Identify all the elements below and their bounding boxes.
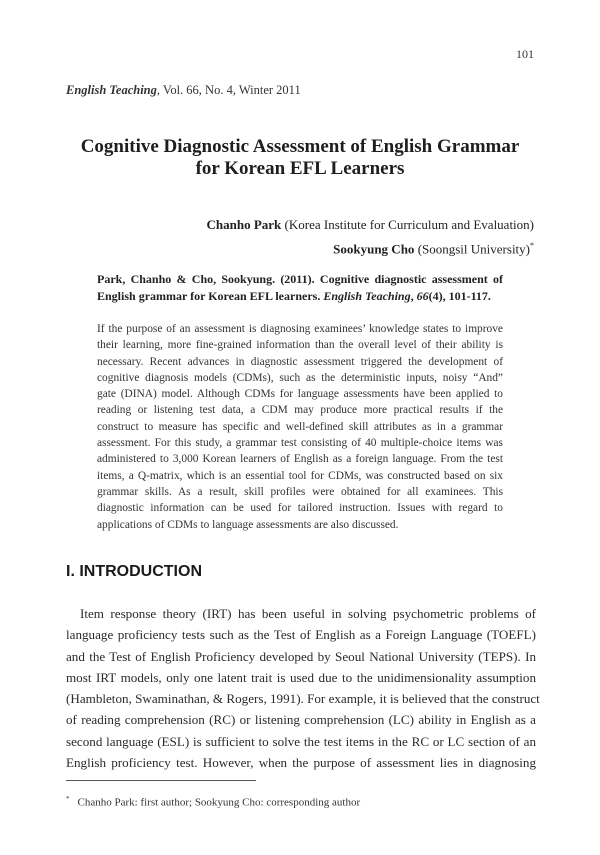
footnote-mark: * bbox=[66, 795, 70, 803]
author-2-name: Sookyung Cho bbox=[333, 241, 415, 257]
body-line: and the Test of English Proficiency developed by Seoul National University (TEPS). In bbox=[66, 648, 536, 664]
abstract-line: applications of CDMs to language assessments are also discussed. bbox=[97, 518, 399, 531]
title-line-1: Cognitive Diagnostic Assessment of English Grammar bbox=[80, 136, 520, 157]
page-number: 101 bbox=[516, 47, 534, 61]
title-line-2: for Korean EFL Learners bbox=[195, 158, 405, 179]
journal-details: , Vol. 66, No. 4, Winter 2011 bbox=[156, 83, 301, 97]
abstract-line: gate (DINA) model. Although CDMs for language assessments have been applied to bbox=[97, 388, 503, 401]
abstract-line: necessary. Recent advances in diagnostic assessment triggered the development of bbox=[97, 355, 503, 368]
footnote-text: Chanho Park: first author; Sookyung Cho: corresponding author bbox=[77, 796, 361, 809]
abstract-line: construct to measure has specific and well-defined skill attributes as in a grammar bbox=[97, 420, 503, 433]
abstract-line: diagnostic information can be used for tailored instruction. Issues with regard to bbox=[97, 502, 503, 515]
section-heading: I. INTRODUCTION bbox=[66, 563, 202, 580]
body-line: of reading comprehension (RC) or listening comprehension (LC) ability in English as a bbox=[66, 712, 536, 728]
abstract-line: If the purpose of an assessment is diagnosing examinees’ knowledge states to improve bbox=[97, 323, 503, 335]
citation bbox=[97, 271, 503, 305]
citation-issue-pages: (4), 101-117. bbox=[428, 289, 491, 303]
abstract-line: assessment. For this study, a grammar test consisting of 40 multiple-choice items was bbox=[97, 437, 503, 450]
abstract-line: grammar skills. As a result, skill profiles were obtained for all examinees. This bbox=[97, 485, 503, 498]
abstract bbox=[97, 321, 503, 533]
citation-line-1: Park, Chanho & Cho, Sookyung. (2011). Cognitive diagnostic assessment of bbox=[97, 272, 503, 286]
paper-title bbox=[40, 136, 560, 180]
author-2-footnote-mark: * bbox=[530, 241, 534, 250]
author-1-name: Chanho Park bbox=[206, 217, 282, 232]
body-text bbox=[66, 603, 540, 773]
author-2 bbox=[207, 235, 534, 259]
citation-volume: 66 bbox=[416, 289, 429, 303]
journal-line bbox=[66, 83, 301, 98]
body-line: English proficiency test. However, when the purpose of assessment lies in diagnosing bbox=[66, 755, 536, 771]
abstract-line: their learning, more fine-grained information than the overall level of their ability is bbox=[97, 339, 503, 352]
body-line: second language (ESL) is sufficient to solve the test items in the RC or LC section of an bbox=[66, 733, 536, 749]
body-line: (Hambleton, Swaminathan, & Rogers, 1991). For example, it is believed that the construct bbox=[66, 691, 540, 707]
citation-journal: English Teaching bbox=[323, 289, 411, 303]
abstract-line: reading or listening test data, a CDM may produce more practical results if the bbox=[97, 404, 503, 417]
body-line: language proficiency tests such as the Test of English as a Foreign Language (TOEFL) bbox=[66, 627, 536, 643]
body-line: Item response theory (IRT) has been useful in solving psychometric problems of bbox=[80, 606, 536, 621]
author-2-affiliation: (Soongsil University) bbox=[414, 241, 530, 257]
author-block bbox=[207, 214, 534, 259]
author-1 bbox=[207, 214, 534, 235]
citation-line-2 bbox=[97, 288, 503, 305]
abstract-line: administered to 3,000 Korean learners of English as a foreign language. From the test bbox=[97, 453, 503, 466]
body-line: most IRT models, only one latent trait is used due to the unidimensionality assumption bbox=[66, 669, 536, 685]
citation-title-part: English grammar for Korean EFL learners. bbox=[97, 289, 324, 303]
abstract-line: cognitive diagnosis models (CDMs), such as the deterministic inputs, noisy “And” bbox=[97, 371, 503, 384]
author-1-affiliation: (Korea Institute for Curriculum and Evaluation) bbox=[281, 217, 534, 232]
footnote bbox=[66, 795, 360, 809]
abstract-line: items, a Q-matrix, which is an essential tool for CDMs, was constructed based on six bbox=[97, 469, 503, 482]
citation-separator: , bbox=[410, 289, 417, 303]
journal-name: English Teaching bbox=[66, 83, 157, 97]
footnote-rule bbox=[66, 780, 256, 781]
